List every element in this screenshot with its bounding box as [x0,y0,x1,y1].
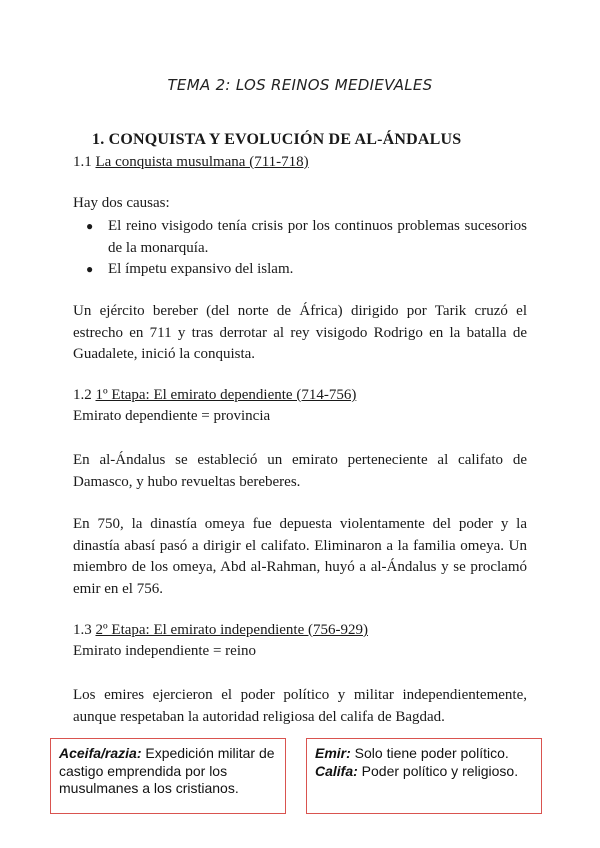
causes-list [73,216,527,281]
causes-intro: Hay dos causas: [73,195,170,211]
subsection-title: La conquista musulmana (711-718) [95,154,309,170]
subsection-1-1 [73,154,309,171]
glossary-definition: Solo tiene poder político. [350,745,509,761]
glossary-term: Emir: [315,745,351,761]
glossary-box-aceifa [50,738,286,814]
definition-line: Emirato dependiente = provincia [73,408,271,424]
subsection-title: 2º Etapa: El emirato independiente (756-929) [95,622,368,638]
definition-line: Emirato independiente = reino [73,643,256,659]
paragraph: En al-Ándalus se estableció un emirato perteneciente al califato de Damasco, y hubo revueltas bereberes. [73,452,527,490]
glossary-definition: Expedición militar de castigo emprendida por los musulmanes a los cristianos. [59,745,275,796]
subsection-number: 1.3 [73,622,96,638]
list-item-text: El reino visigodo tenía crisis por los continuos problemas sucesorios de la monarquía. [108,218,527,256]
glossary-term: Aceifa/razia: [59,745,142,761]
bullet-icon: ● [86,219,94,233]
subsection-1-2 [73,387,356,404]
glossary-definition: Poder político y religioso. [357,762,519,779]
list-item [73,259,527,281]
glossary-entry-califa [315,763,533,781]
glossary-entry-emir [315,745,533,763]
paragraph: Un ejército bereber (del norte de África) dirigido por Tarik cruzó el estrecho en 711 y tras derrotar al rey visigodo Rodrigo en la batalla de Guadalete, inició la conquista. [73,303,527,362]
subsection-number: 1.1 [73,154,96,170]
list-item [73,216,527,259]
paragraph: Los emires ejercieron el poder político y militar independientemente, aunque respetaban la autoridad religiosa del califa de Bagdad. [73,687,527,725]
glossary-box-emir-califa [306,738,542,814]
paragraph: En 750, la dinastía omeya fue depuesta violentamente del poder y la dinastía abasí pasó a dirigir el califato. Eliminaron a la familia omeya. Un miembro de los omeya, Abd al-Rahman, huyó a al-Ándalus y se proclamó emir en el 756. [73,516,527,597]
section-heading: 1. CONQUISTA Y EVOLUCIÓN DE AL-ÁNDALUS [92,131,462,148]
subsection-title: 1º Etapa: El emirato dependiente (714-756) [95,387,357,403]
glossary-term: Califa: [315,762,358,779]
subsection-1-3 [73,622,368,639]
bullet-icon: ● [86,262,94,276]
list-item-text: El ímpetu expansivo del islam. [108,261,294,277]
subsection-number: 1.2 [73,387,96,403]
page-title: TEMA 2: LOS REINOS MEDIEVALES [167,76,433,94]
